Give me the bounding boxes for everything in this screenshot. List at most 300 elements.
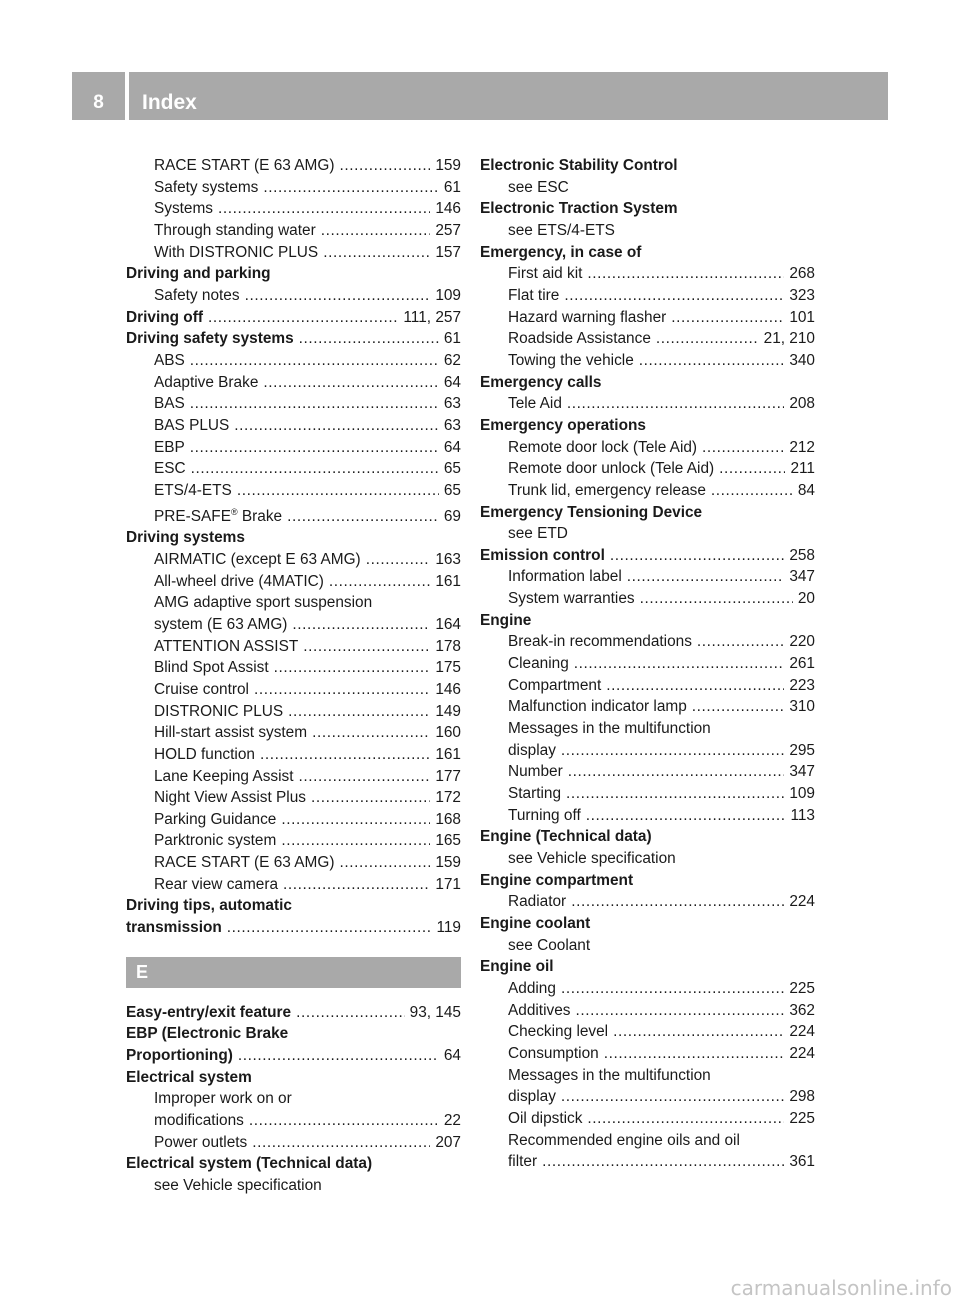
index-entry[interactable] <box>480 978 815 1000</box>
page-reference[interactable]: 175 <box>435 659 461 677</box>
index-entry[interactable] <box>126 744 461 766</box>
page-reference[interactable]: 224 <box>789 893 815 911</box>
index-entry[interactable] <box>480 653 815 675</box>
entry-text: Electronic Traction System <box>480 200 678 218</box>
index-entry[interactable] <box>480 805 815 827</box>
index-entry[interactable] <box>126 220 461 242</box>
leader-dots <box>208 307 398 329</box>
entry-text: Recommended engine oils and oil <box>508 1131 740 1149</box>
index-entry[interactable] <box>126 830 461 852</box>
page-reference[interactable]: 69 <box>443 507 461 525</box>
page-reference[interactable]: 164 <box>435 615 461 633</box>
leader-dots <box>299 328 439 350</box>
page-reference[interactable]: 119 <box>436 919 461 937</box>
page-reference[interactable]: 63 <box>443 416 461 434</box>
page-reference[interactable]: 340 <box>789 351 815 369</box>
index-entry[interactable] <box>126 571 461 593</box>
leader-dots <box>568 761 785 783</box>
entry-text: Oil dipstick <box>508 1109 583 1127</box>
index-entry[interactable] <box>126 328 461 350</box>
leader-dots <box>586 805 786 827</box>
leader-dots <box>574 653 785 675</box>
entry-text: display <box>508 1088 556 1106</box>
page-number: 8 <box>93 92 104 113</box>
watermark: carmanualsonline.info <box>730 1276 952 1300</box>
index-entry[interactable] <box>480 696 815 718</box>
index-entry[interactable] <box>480 740 815 762</box>
leader-dots <box>671 307 784 329</box>
page-reference[interactable]: 171 <box>435 875 461 893</box>
index-entry[interactable] <box>126 177 461 199</box>
entry-text: Driving off <box>126 308 203 326</box>
entry-text: Engine oil <box>480 958 554 976</box>
page-reference[interactable]: 109 <box>789 785 815 803</box>
entry-text: system (E 63 AMG) <box>154 615 288 633</box>
leader-dots <box>191 458 439 480</box>
index-entry <box>480 610 815 632</box>
header-separator <box>125 72 129 120</box>
entry-text: ABS <box>154 351 185 369</box>
leader-dots <box>254 679 430 701</box>
index-entry[interactable] <box>126 1132 461 1154</box>
page-reference[interactable]: 161 <box>435 745 461 763</box>
leader-dots <box>566 783 784 805</box>
leader-dots <box>234 415 439 437</box>
entry-text: With DISTRONIC PLUS <box>154 243 319 261</box>
entry-text: Tele Aid <box>508 395 562 413</box>
page-reference[interactable]: 224 <box>789 1044 815 1062</box>
index-entry <box>480 826 815 848</box>
index-entry <box>126 1088 461 1110</box>
entry-text: Trunk lid, emergency release <box>508 481 706 499</box>
index-entry[interactable] <box>126 1002 461 1024</box>
leader-dots <box>298 766 430 788</box>
index-entry[interactable] <box>126 372 461 394</box>
leader-dots <box>697 631 784 653</box>
leader-dots <box>587 1108 784 1130</box>
leader-dots <box>321 220 431 242</box>
entry-text: Messages in the multifunction <box>508 720 711 738</box>
index-entry[interactable] <box>126 874 461 896</box>
leader-dots <box>263 177 439 199</box>
entry-text: Improper work on or <box>154 1090 292 1108</box>
leader-dots <box>303 636 430 658</box>
entry-text: ETS/4-ETS <box>154 481 232 499</box>
entry-text: ATTENTION ASSIST <box>154 637 299 655</box>
index-entry <box>480 1130 815 1152</box>
index-entry[interactable] <box>480 285 815 307</box>
index-entry[interactable] <box>126 307 461 329</box>
page-reference[interactable]: 61 <box>443 330 461 348</box>
index-entry[interactable] <box>126 787 461 809</box>
leader-dots <box>702 437 784 459</box>
leader-dots <box>613 1021 784 1043</box>
entry-text: display <box>508 741 556 759</box>
leader-dots <box>606 675 784 697</box>
leader-dots <box>571 891 784 913</box>
entry-text: BAS <box>154 395 185 413</box>
page-reference[interactable]: 163 <box>435 550 461 568</box>
index-entry[interactable] <box>126 393 461 415</box>
leader-dots <box>311 787 430 809</box>
leader-dots <box>190 350 439 372</box>
index-entry[interactable] <box>480 437 815 459</box>
index-entry <box>126 1067 461 1089</box>
page-reference[interactable]: 62 <box>443 351 461 369</box>
entry-text: Driving tips, automatic <box>126 897 292 915</box>
entry-text: Night View Assist Plus <box>154 789 306 807</box>
leader-dots <box>296 1002 405 1024</box>
entry-text: RACE START (E 63 AMG) <box>154 157 335 174</box>
entry-text: AIRMATIC (except E 63 AMG) <box>154 550 361 568</box>
entry-text: EBP (Electronic Brake <box>126 1025 289 1043</box>
leader-dots <box>339 852 430 874</box>
index-entry[interactable] <box>480 458 815 480</box>
page-reference[interactable]: 347 <box>789 568 815 586</box>
leader-dots <box>587 263 784 285</box>
page-reference[interactable]: 208 <box>789 395 815 413</box>
leader-dots <box>323 242 430 264</box>
entry-text: DISTRONIC PLUS <box>154 702 284 720</box>
entry-text: Engine compartment <box>480 871 634 889</box>
entry-text: HOLD function <box>154 745 255 763</box>
entry-text: Break-in recommendations <box>508 633 692 651</box>
page-reference[interactable]: 220 <box>789 633 815 651</box>
index-entry[interactable] <box>126 155 461 177</box>
index-entry <box>126 1023 461 1045</box>
leader-dots <box>366 549 431 571</box>
index-entry[interactable] <box>480 307 815 329</box>
index-entry[interactable] <box>126 198 461 220</box>
page-reference[interactable]: 113 <box>790 806 815 824</box>
entry-text: Rear view camera <box>154 875 279 893</box>
entry-text: Blind Spot Assist <box>154 659 269 677</box>
entry-text: Turning off <box>508 806 581 824</box>
leader-dots <box>610 545 784 567</box>
page-reference[interactable]: 347 <box>789 763 815 781</box>
page-reference[interactable]: 22 <box>443 1112 461 1130</box>
leader-dots <box>245 285 431 307</box>
entry-text: Driving and parking <box>126 265 271 283</box>
page-reference[interactable]: 223 <box>789 676 815 694</box>
page-reference[interactable]: 295 <box>789 741 815 759</box>
index-column-right <box>480 155 815 1173</box>
page-reference[interactable]: 149 <box>435 702 461 720</box>
index-entry[interactable] <box>126 657 461 679</box>
page-reference[interactable]: 146 <box>435 200 461 218</box>
page-reference[interactable]: 168 <box>435 810 461 828</box>
entry-text: All-wheel drive (4MATIC) <box>154 572 324 590</box>
leader-dots <box>237 480 439 502</box>
entry-text: Parktronic system <box>154 832 277 850</box>
index-entry[interactable] <box>126 458 461 480</box>
leader-dots <box>604 1043 785 1065</box>
entry-text: Electrical system (Technical data) <box>126 1155 373 1173</box>
entry-text: Roadside Assistance <box>508 330 651 348</box>
entry-text: Proportioning) <box>126 1047 233 1065</box>
index-entry[interactable] <box>126 701 461 723</box>
entry-text: Parking Guidance <box>154 810 277 828</box>
leader-dots <box>263 372 438 394</box>
index-entry[interactable] <box>126 852 461 874</box>
entry-text: Driving safety systems <box>126 330 294 348</box>
index-entry[interactable] <box>480 761 815 783</box>
index-entry[interactable] <box>480 631 815 653</box>
index-entry <box>480 523 815 545</box>
index-entry <box>480 220 815 242</box>
page-reference[interactable]: 93, 145 <box>409 1003 461 1021</box>
page-reference[interactable]: 64 <box>443 1047 461 1065</box>
leader-dots <box>283 874 430 896</box>
entry-text: Emergency Tensioning Device <box>480 503 703 521</box>
page-reference[interactable]: 101 <box>789 308 815 326</box>
page-reference[interactable]: 172 <box>435 789 461 807</box>
entry-text: Engine coolant <box>480 914 591 932</box>
page-reference[interactable]: 212 <box>789 438 815 456</box>
leader-dots <box>190 437 439 459</box>
entry-text: Engine <box>480 611 532 629</box>
entry-text: Additives <box>508 1001 571 1019</box>
index-entry[interactable] <box>126 917 461 939</box>
page-reference[interactable]: 159 <box>435 854 461 872</box>
entry-text: Emergency calls <box>480 373 602 391</box>
leader-dots <box>227 917 432 939</box>
entry-text: Flat tire <box>508 286 560 304</box>
index-entry <box>126 1175 461 1197</box>
index-entry <box>480 502 815 524</box>
page-reference[interactable]: 211 <box>790 460 815 478</box>
page-title: Index <box>142 91 197 114</box>
page-reference[interactable]: 61 <box>443 178 461 196</box>
index-entry[interactable] <box>126 285 461 307</box>
page-reference[interactable]: 65 <box>443 481 461 499</box>
index-entry <box>480 242 815 264</box>
index-entry[interactable] <box>480 1000 815 1022</box>
page-reference[interactable]: 64 <box>443 373 461 391</box>
leader-dots <box>719 458 785 480</box>
entry-text: see ESC <box>508 178 569 196</box>
leader-dots <box>339 155 430 177</box>
page-reference[interactable]: 64 <box>443 438 461 456</box>
page-reference[interactable]: 362 <box>789 1001 815 1019</box>
leader-dots <box>711 480 793 502</box>
index-entry[interactable] <box>480 1151 815 1173</box>
index-entry[interactable] <box>126 809 461 831</box>
index-entry[interactable] <box>480 1108 815 1130</box>
leader-dots <box>627 566 785 588</box>
index-entry[interactable] <box>126 1045 461 1067</box>
entry-text: Adaptive Brake <box>154 373 259 391</box>
page-reference[interactable]: 178 <box>435 637 461 655</box>
entry-text: see Coolant <box>508 936 591 954</box>
leader-dots <box>252 1132 430 1154</box>
index-entry[interactable] <box>480 393 815 415</box>
index-entry <box>126 1153 461 1175</box>
index-entry <box>480 415 815 437</box>
entry-text: RACE START (E 63 AMG) <box>154 854 335 872</box>
leader-dots <box>288 701 430 723</box>
leader-dots <box>260 744 430 766</box>
leader-dots <box>249 1110 439 1132</box>
index-entry[interactable] <box>126 1110 461 1132</box>
entry-text: see Vehicle specification <box>154 1177 322 1194</box>
index-entry <box>126 895 461 917</box>
page-reference[interactable]: 257 <box>435 221 461 239</box>
page-reference[interactable]: 207 <box>435 1133 461 1151</box>
index-entry <box>480 155 815 177</box>
index-entry[interactable] <box>126 502 461 528</box>
entry-text: Systems <box>154 200 214 218</box>
index-entry <box>480 372 815 394</box>
entry-text: see ETD <box>508 525 568 543</box>
entry-text: Safety systems <box>154 178 259 196</box>
entry-text: System warranties <box>508 590 635 608</box>
index-entry[interactable] <box>126 437 461 459</box>
page-reference[interactable]: 323 <box>789 286 815 304</box>
page-reference[interactable]: 111, 257 <box>403 308 461 326</box>
index-entry[interactable] <box>126 549 461 571</box>
index-entry <box>480 198 815 220</box>
index-entry[interactable] <box>126 722 461 744</box>
entry-text: modifications <box>154 1112 244 1130</box>
section-header-e: E <box>126 957 461 988</box>
index-entry <box>480 177 815 199</box>
index-entry <box>480 848 815 870</box>
index-entry <box>480 913 815 935</box>
page-reference[interactable]: 298 <box>789 1088 815 1106</box>
index-entry[interactable] <box>480 783 815 805</box>
leader-dots <box>281 809 430 831</box>
index-entry[interactable] <box>480 1086 815 1108</box>
index-entry[interactable] <box>480 588 815 610</box>
leader-dots <box>640 588 793 610</box>
index-entry[interactable] <box>126 350 461 372</box>
index-entry[interactable] <box>126 766 461 788</box>
entry-text: Electronic Stability Control <box>480 157 678 174</box>
page-reference[interactable]: 261 <box>789 655 815 673</box>
index-entry <box>480 956 815 978</box>
index-entry[interactable] <box>480 328 815 350</box>
index-entry[interactable] <box>480 545 815 567</box>
entry-text: Remote door lock (Tele Aid) <box>508 438 698 456</box>
page-reference[interactable]: 157 <box>435 243 461 261</box>
leader-dots <box>287 506 439 528</box>
page-reference[interactable]: 161 <box>435 572 461 590</box>
page-reference[interactable]: 177 <box>435 767 461 785</box>
entry-text: Hill-start assist system <box>154 724 308 742</box>
leader-dots <box>639 350 785 372</box>
index-column-left <box>126 155 461 1197</box>
page-reference[interactable]: 63 <box>443 395 461 413</box>
page-reference[interactable]: 160 <box>435 724 461 742</box>
index-entry[interactable] <box>126 679 461 701</box>
index-entry[interactable] <box>480 480 815 502</box>
page-reference[interactable]: 268 <box>789 265 815 283</box>
index-entry[interactable] <box>126 415 461 437</box>
page-reference[interactable]: 310 <box>789 698 815 716</box>
entry-text: Driving systems <box>126 529 245 547</box>
leader-dots <box>218 198 430 220</box>
leader-dots <box>190 393 439 415</box>
index-entry <box>480 1065 815 1087</box>
page-reference[interactable]: 65 <box>443 460 461 478</box>
page-reference[interactable]: 225 <box>789 1109 815 1127</box>
leader-dots <box>292 614 430 636</box>
entry-text: AMG adaptive sport suspension <box>154 594 373 612</box>
index-entry <box>126 592 461 614</box>
entry-text: transmission <box>126 919 222 937</box>
page-reference[interactable]: 224 <box>789 1023 815 1041</box>
entry-text: Information label <box>508 568 622 586</box>
leader-dots <box>561 740 784 762</box>
page-reference[interactable]: 146 <box>435 680 461 698</box>
page-reference[interactable]: 225 <box>789 979 815 997</box>
entry-text: Cruise control <box>154 680 249 698</box>
entry-text: ESC <box>154 460 186 478</box>
page-reference[interactable]: 20 <box>797 590 815 608</box>
index-entry[interactable] <box>480 891 815 913</box>
entry-text: see Vehicle specification <box>508 850 676 867</box>
entry-text: EBP <box>154 438 185 456</box>
index-entry[interactable] <box>480 1021 815 1043</box>
leader-dots <box>561 978 784 1000</box>
entry-text: Lane Keeping Assist <box>154 767 294 785</box>
entry-text: First aid kit <box>508 265 583 283</box>
entry-text: Starting <box>508 785 562 803</box>
index-entry[interactable] <box>126 614 461 636</box>
page-reference[interactable]: 84 <box>797 481 815 499</box>
index-entry[interactable] <box>126 242 461 264</box>
leader-dots <box>274 657 431 679</box>
page-reference[interactable]: 165 <box>435 832 461 850</box>
entry-text: PRE-SAFE® Brake <box>154 506 283 525</box>
entry-text: Consumption <box>508 1044 599 1062</box>
index-entry[interactable] <box>126 636 461 658</box>
leader-dots <box>575 1000 784 1022</box>
index-entry[interactable] <box>126 480 461 502</box>
entry-text: Emergency operations <box>480 416 646 434</box>
page-reference[interactable]: 361 <box>789 1153 815 1171</box>
page-reference[interactable]: 21, 210 <box>763 330 815 348</box>
index-entry <box>480 935 815 957</box>
entry-text: Remote door unlock (Tele Aid) <box>508 460 715 478</box>
entry-text: Towing the vehicle <box>508 351 634 369</box>
entry-text: see ETS/4-ETS <box>508 221 615 239</box>
page-reference[interactable]: 159 <box>435 157 461 174</box>
index-entry[interactable] <box>480 1043 815 1065</box>
leader-dots <box>312 722 430 744</box>
entry-text: Power outlets <box>154 1133 248 1151</box>
leader-dots <box>329 571 430 593</box>
page-reference[interactable]: 109 <box>435 286 461 304</box>
index-entry[interactable] <box>480 350 815 372</box>
entry-text: Easy-entry/exit feature <box>126 1003 292 1021</box>
index-entry <box>480 718 815 740</box>
index-entry[interactable] <box>480 263 815 285</box>
leader-dots <box>281 830 430 852</box>
leader-dots <box>238 1045 439 1067</box>
leader-dots <box>567 393 784 415</box>
leader-dots <box>542 1151 784 1173</box>
index-entry[interactable] <box>480 566 815 588</box>
entry-text: Malfunction indicator lamp <box>508 698 687 716</box>
page-reference[interactable]: 258 <box>789 546 815 564</box>
index-entry[interactable] <box>480 675 815 697</box>
leader-dots <box>656 328 759 350</box>
entry-text: Through standing water <box>154 221 316 239</box>
entry-text: Hazard warning flasher <box>508 308 667 326</box>
entry-text: BAS PLUS <box>154 416 230 434</box>
